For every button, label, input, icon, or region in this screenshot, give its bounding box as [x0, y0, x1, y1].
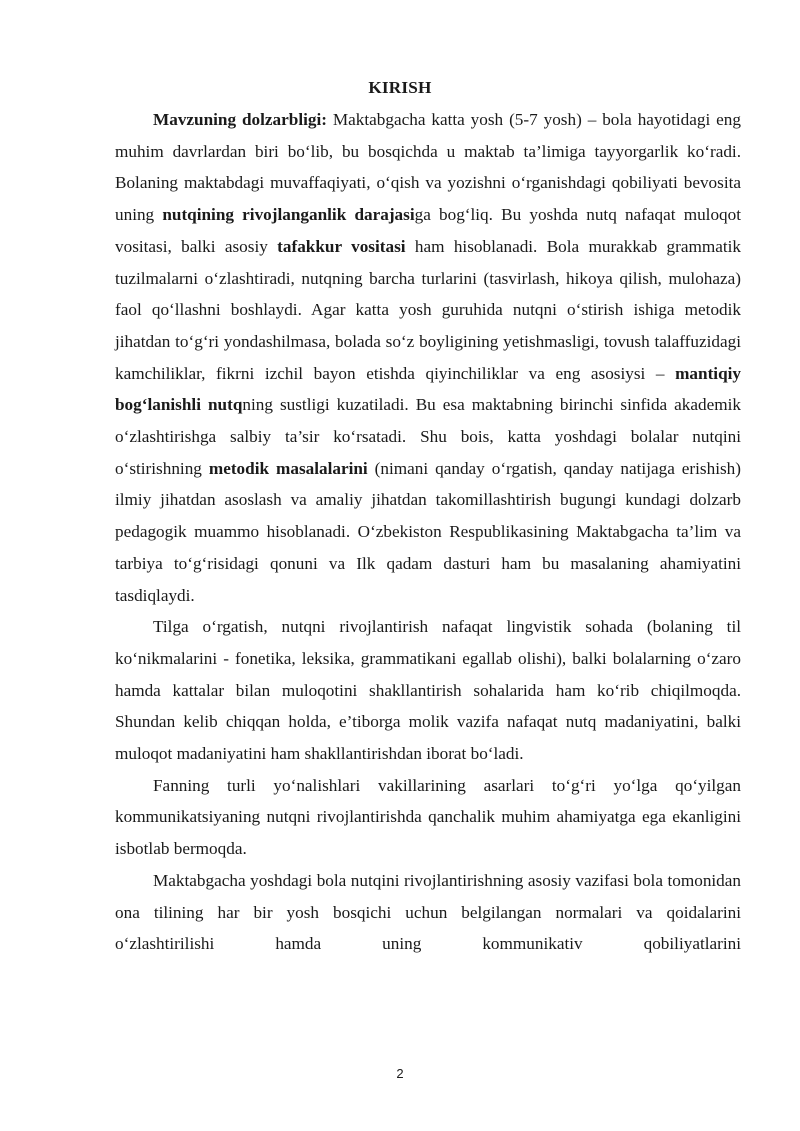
text-run: Maktabgacha katta yosh (5-7 yosh) – bola hayotidagi eng muhim davrlardan biri bo‘lib, bu bosqichda u maktab ta’limiga tayyorgarlik ko‘radi. Bolaning maktabdagi muvaffaqiyati, o‘qish va yozishni o‘rganishdagi qobiliyati bevosita uning	[115, 110, 741, 225]
body-text	[115, 104, 741, 960]
text-run: (nimani qanday o‘rgatish, qanday natijaga erishish) ilmiy jihatdan asoslash va amaliy jihatdan takomillashtirish bugungi kundagi dolzarb pedagogik muammo hisoblanadi. O‘zbekiston Respublikasining Maktabgacha ta’lim va tarbiya to‘g‘risidagi qonuni va Ilk qadam dasturi ham bu masalaning ahamiyatini tasdiqlaydi.	[115, 458, 741, 605]
bold-phrase: tafakkur vositasi	[277, 236, 406, 256]
text-run: Maktabgacha yoshdagi bola nutqini rivojlantirishning asosiy vazifasi bola tomonidan ona tilining har bir yosh bosqichi uchun belgilangan normalari va qoidalarini o‘zlashtirilishi hamda uning kommunikativ qobiliyatlarini	[115, 870, 741, 954]
text-run: ham hisoblanadi. Bola murakkab grammatik tuzilmalarni o‘zlashtiradi, nutqning barcha turlarini (tasvirlash, hikoya qilish, mulohaza) faol qo‘llashni boshlaydi. Agar katta yosh guruhida nutqni o‘stirish ishiga metodik jihatdan to‘g‘ri yondashilmasa, bolada so‘z boyligining yetishmasligi, tovush talaffuzidagi kamchiliklar, fikrni izchil bayon etishda qiyinchiliklar va eng asosiysi –	[115, 236, 742, 383]
bold-phrase: nutqining rivojlanganlik darajasi	[162, 205, 415, 225]
bold-phrase: Mavzuning dolzarbligi:	[153, 110, 327, 129]
text-run: Fanning turli yo‘nalishlari vakillarining asarlari to‘g‘ri yo‘lga qo‘yilgan kommunikatsiyaning nutqni rivojlantirishda qanchalik muhim ahamiyatga ega ekanligini isbotlab bermoqda.	[115, 775, 741, 859]
paragraph-relevance	[115, 104, 741, 611]
page-number: 2	[396, 1066, 404, 1081]
bold-phrase: mantiqiy bog‘lanishli nutq	[115, 363, 741, 415]
text-run: ga bog‘liq. Bu yoshda nutq nafaqat muloqot vositasi, balki asosiy	[115, 205, 742, 256]
page-heading: KIRISH	[368, 78, 432, 97]
text-run: ning sustligi kuzatiladi. Bu esa maktabning birinchi sinfida akademik o‘zlashtirishga salbiy ta’sir ko‘rsatadi. Shu bois, katta yoshdagi bolalar nutqini o‘stirishning	[115, 395, 741, 478]
paragraph-main-task	[115, 865, 741, 960]
paragraph-communication	[115, 770, 741, 865]
text-run: Tilga o‘rgatish, nutqni rivojlantirish nafaqat lingvistik sohada (bolaning til ko‘nikmalarini - fonetika, leksika, grammatikani egallab olishi), balki bolalarning o‘zaro hamda kattalar bilan muloqotini shakllantirish sohalarida ham ko‘rib chiqilmoqda. Shundan kelib chiqqan holda, e’tiborga molik vazifa nafaqat nutq madaniyatini, balki muloqot madaniyatini ham shakllantirishdan iborat bo‘ladi.	[115, 617, 741, 764]
paragraph-language-teaching	[115, 611, 741, 770]
bold-phrase: metodik masalalarini	[208, 458, 368, 478]
